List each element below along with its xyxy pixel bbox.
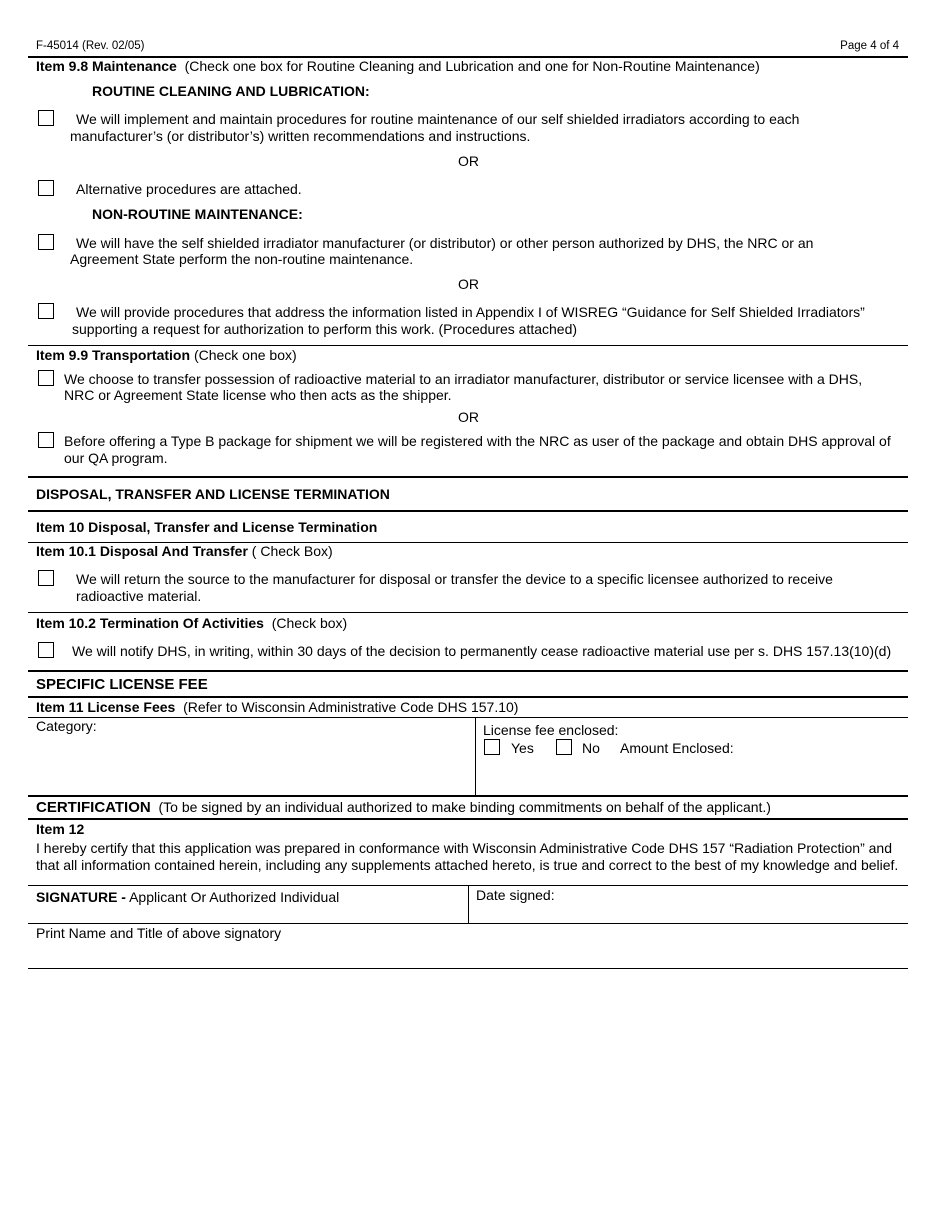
amount-enclosed-input[interactable] xyxy=(740,737,900,757)
nonroutine-option-1-line1: We will have the self shielded irradiator manufacturer (or distributor) or other person authorized by DHS, the NRC or an xyxy=(76,235,814,251)
date-signed-input[interactable] xyxy=(476,905,901,921)
routine-alternative-checkbox[interactable] xyxy=(38,180,54,196)
certification-instruction: (To be signed by an individual authorized to make binding commitments on behalf of the applicant.) xyxy=(158,799,771,815)
fee-yes-checkbox[interactable] xyxy=(484,739,500,755)
transfer-shipper-checkbox[interactable] xyxy=(38,370,54,386)
item-10-1-header xyxy=(36,543,333,560)
item-11-instruction: (Refer to Wisconsin Administrative Code DHS 157.10) xyxy=(183,699,519,715)
item-12-title: Item 12 xyxy=(36,821,85,837)
category-input[interactable] xyxy=(36,736,466,792)
item-10-2-instruction: (Check box) xyxy=(271,615,348,631)
item-10-1-title: Item 10.1 Disposal And Transfer xyxy=(36,543,248,559)
certification-heading: CERTIFICATION xyxy=(36,799,151,816)
transport-option-2-line2: our QA program. xyxy=(64,450,168,466)
or-separator: OR xyxy=(458,276,479,292)
date-signed-label: Date signed: xyxy=(476,887,555,903)
item-9-9-header xyxy=(36,347,297,364)
divider xyxy=(28,670,908,672)
divider xyxy=(28,795,908,797)
or-separator: OR xyxy=(458,153,479,169)
divider xyxy=(28,510,908,512)
divider xyxy=(28,923,908,924)
signature-label xyxy=(36,889,339,906)
routine-procedures-checkbox[interactable] xyxy=(38,110,54,126)
item-9-9-instruction: (Check one box) xyxy=(193,347,297,363)
termination-option: We will notify DHS, in writing, within 30 days of the decision to permanently cease radioactive material use per s. DHS 157.13(10)(d) xyxy=(72,643,892,659)
category-label: Category: xyxy=(36,718,97,734)
print-name-label: Print Name and Title of above signatory xyxy=(36,925,282,941)
disposal-option-line1: We will return the source to the manufacturer for disposal or transfer the device to a specific licensee authorized to receive xyxy=(76,571,833,587)
notify-dhs-checkbox[interactable] xyxy=(38,642,54,658)
nonroutine-heading: NON-ROUTINE MAINTENANCE: xyxy=(92,206,303,222)
routine-option-1-line1: We will implement and maintain procedures for routine maintenance of our self shielded irradiators according to each xyxy=(76,111,800,127)
transport-option-2-line1: Before offering a Type B package for shipment we will be registered with the NRC as user of the package and obtain DHS approval of xyxy=(64,433,891,449)
column-divider xyxy=(468,885,469,923)
divider xyxy=(28,612,908,613)
print-name-input[interactable] xyxy=(36,944,896,966)
routine-option-1-line2: manufacturer’s (or distributor’s) written recommendations and instructions. xyxy=(70,128,531,144)
item-9-8-title: Item 9.8 Maintenance xyxy=(36,58,177,74)
item-11-title: Item 11 License Fees xyxy=(36,699,176,715)
certification-text-line2: that all information contained herein, including any supplements attached hereto, is true and correct to the best of my knowledge and belief. xyxy=(36,857,899,873)
certification-text-line1: I hereby certify that this application was prepared in conformance with Wisconsin Administrative Code DHS 157 “Radiation Protection” and xyxy=(36,840,892,856)
fee-no-checkbox[interactable] xyxy=(556,739,572,755)
nonroutine-option-2-line1: We will provide procedures that address the information listed in Appendix I of WISREG “Guidance for Self Shielded Irradiators” xyxy=(76,304,865,320)
item-9-9-title: Item 9.9 Transportation xyxy=(36,347,191,363)
routine-option-2: Alternative procedures are attached. xyxy=(76,181,302,197)
fee-enclosed-label: License fee enclosed: xyxy=(483,722,619,738)
or-separator: OR xyxy=(458,409,479,425)
transport-option-1-line1: We choose to transfer possession of radioactive material to an irradiator manufacturer, distributor or service licensee with a DHS, xyxy=(64,371,863,387)
return-source-checkbox[interactable] xyxy=(38,570,54,586)
divider xyxy=(28,818,908,820)
disposal-section-heading: DISPOSAL, TRANSFER AND LICENSE TERMINATION xyxy=(36,486,390,502)
divider xyxy=(28,696,908,698)
nonroutine-manufacturer-checkbox[interactable] xyxy=(38,234,54,250)
transport-option-1-line2: NRC or Agreement State license who then acts as the shipper. xyxy=(64,387,452,403)
item-10-2-header xyxy=(36,615,347,632)
amount-enclosed-label: Amount Enclosed: xyxy=(620,740,734,756)
item-10-1-instruction: ( Check Box) xyxy=(251,543,333,559)
fee-yes-label: Yes xyxy=(511,740,534,756)
disposal-option-line2: radioactive material. xyxy=(76,588,202,604)
item-10-title: Item 10 Disposal, Transfer and License Termination xyxy=(36,519,378,535)
fee-no-label: No xyxy=(582,740,600,756)
type-b-package-checkbox[interactable] xyxy=(38,432,54,448)
certification-header xyxy=(36,799,771,816)
signature-field[interactable] xyxy=(36,905,461,921)
divider xyxy=(28,717,908,718)
item-10-2-title: Item 10.2 Termination Of Activities xyxy=(36,615,264,631)
divider xyxy=(28,345,908,346)
form-id: F-45014 (Rev. 02/05) xyxy=(36,40,145,52)
item-9-8-header xyxy=(36,58,760,75)
column-divider xyxy=(475,717,476,795)
page-number: Page 4 of 4 xyxy=(840,40,899,52)
routine-heading: ROUTINE CLEANING AND LUBRICATION: xyxy=(92,83,370,99)
nonroutine-procedures-checkbox[interactable] xyxy=(38,303,54,319)
signature-label-bold: SIGNATURE - xyxy=(36,889,126,905)
divider xyxy=(28,968,908,969)
nonroutine-option-2-line2: supporting a request for authorization to perform this work. (Procedures attached) xyxy=(72,321,578,337)
signature-label-text: Applicant Or Authorized Individual xyxy=(129,889,340,905)
item-9-8-instruction: (Check one box for Routine Cleaning and Lubrication and one for Non-Routine Maintenance) xyxy=(184,58,760,74)
item-11-header xyxy=(36,699,518,716)
divider xyxy=(28,476,908,478)
fee-section-heading: SPECIFIC LICENSE FEE xyxy=(36,676,208,693)
nonroutine-option-1-line2: Agreement State perform the non-routine maintenance. xyxy=(70,251,414,267)
